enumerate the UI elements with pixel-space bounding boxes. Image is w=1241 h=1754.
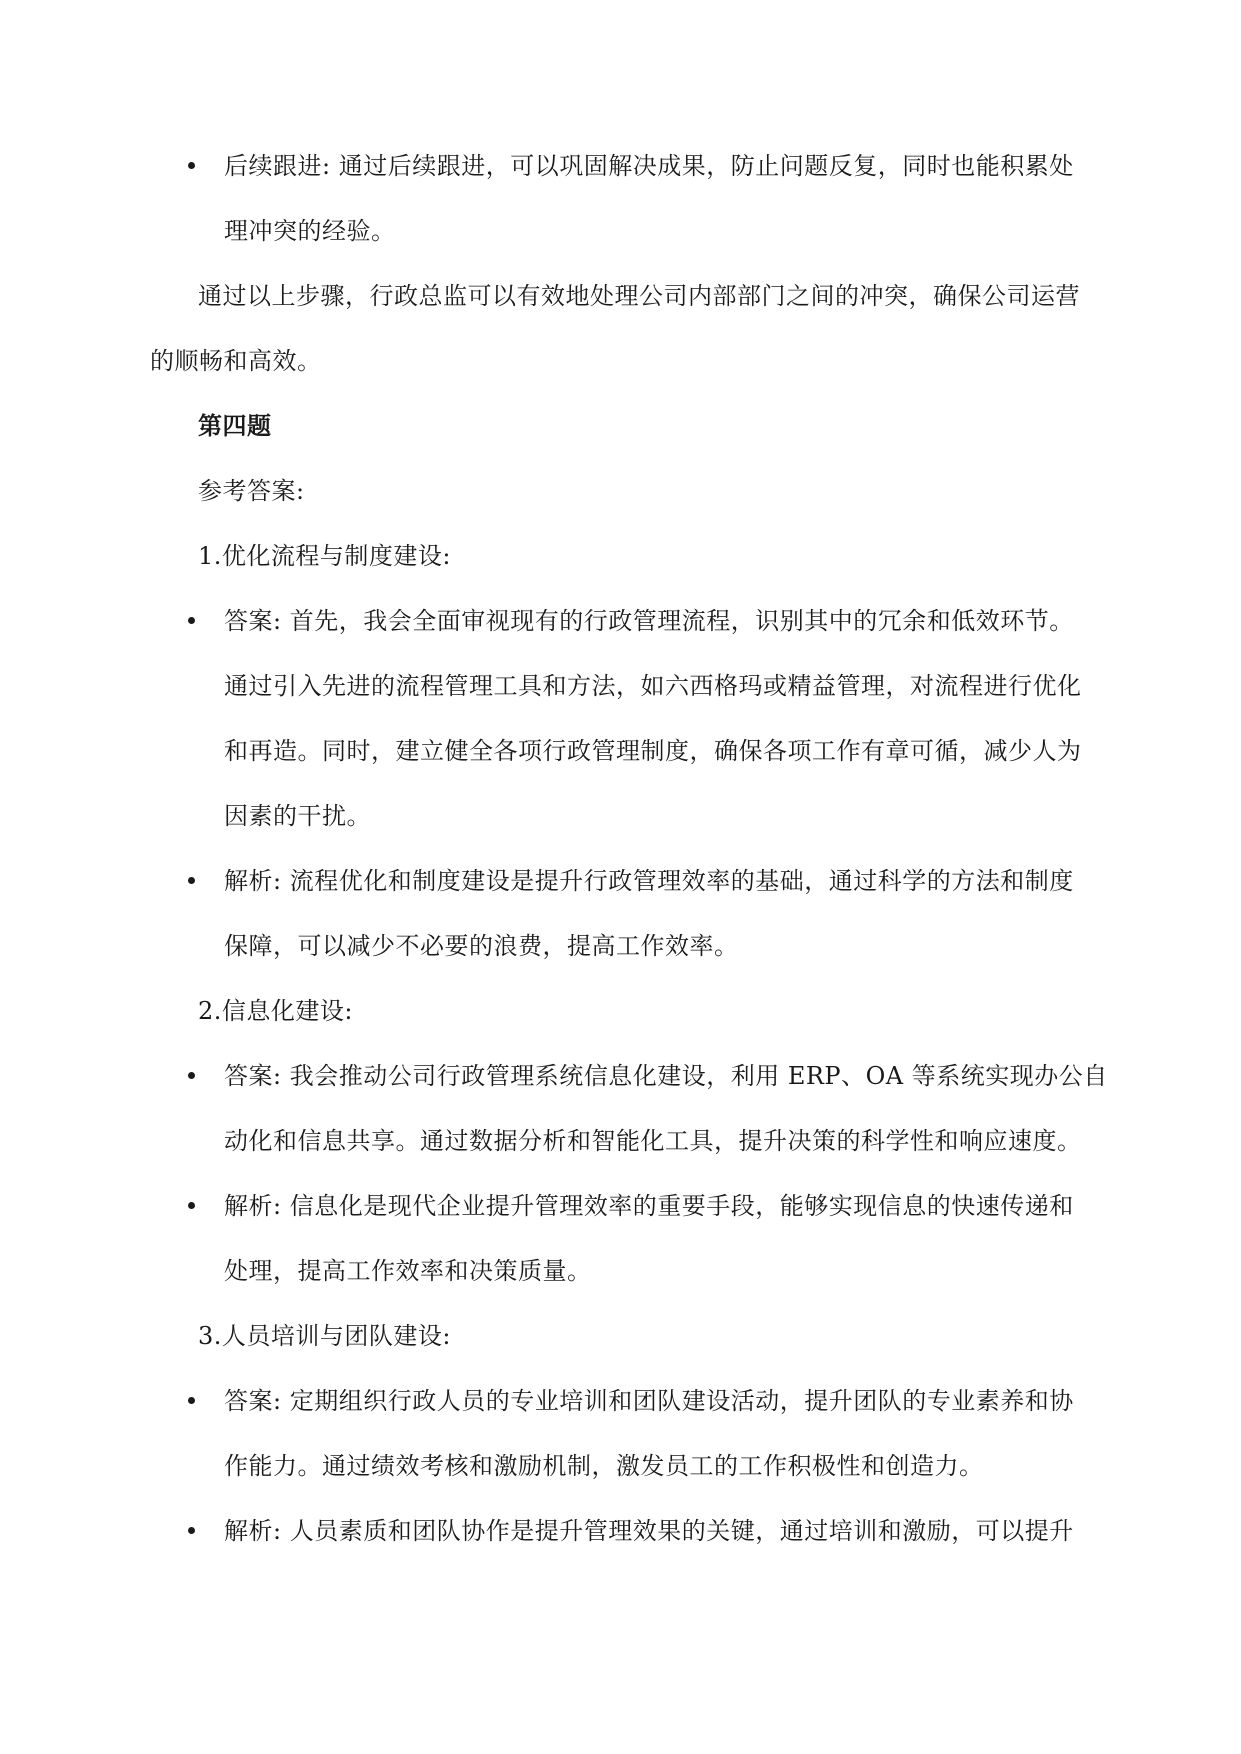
question-heading: 第四题 [198,412,272,440]
bullet-icon [188,617,195,624]
section1-analysis-line2: 保障，可以减少不必要的浪费，提高工作效率。 [224,932,739,960]
follow-up-bullet-line1: 后续跟进: 通过后续跟进，可以巩固解决成果，防止问题反复，同时也能积累处 [224,152,1074,180]
bullet-icon [188,1202,195,1209]
bullet-icon [188,1397,195,1404]
section2-answer-line1: 答案: 我会推动公司行政管理系统信息化建设，利用 ERP、OA 等系统实现办公自 [224,1062,1108,1090]
section1-answer-line1: 答案: 首先，我会全面审视现有的行政管理流程，识别其中的冗余和低效环节。 [224,607,1074,635]
section2-analysis-line2: 处理，提高工作效率和决策质量。 [224,1257,592,1285]
reference-answer-label: 参考答案: [198,477,305,505]
section3-title: 3.人员培训与团队建设: [198,1322,451,1350]
bullet-icon [188,1527,195,1534]
bullet-icon [188,877,195,884]
section2-answer-line2: 动化和信息共享。通过数据分析和智能化工具，提升决策的科学性和响应速度。 [224,1127,1082,1155]
section3-answer-line2: 作能力。通过绩效考核和激励机制，激发员工的工作积极性和创造力。 [224,1452,984,1480]
section1-answer-line3: 和再造。同时，建立健全各项行政管理制度，确保各项工作有章可循，减少人为 [224,737,1082,765]
section1-answer-line2: 通过引入先进的流程管理工具和方法，如六西格玛或精益管理，对流程进行优化 [224,672,1082,700]
summary-paragraph-line1: 通过以上步骤，行政总监可以有效地处理公司内部部门之间的冲突，确保公司运营 [198,282,1080,310]
section1-answer-line4: 因素的干扰。 [224,802,371,830]
section1-title: 1.优化流程与制度建设: [198,542,451,570]
section2-title: 2.信息化建设: [198,997,353,1025]
follow-up-bullet-line2: 理冲突的经验。 [224,217,396,245]
section1-analysis-line1: 解析: 流程优化和制度建设是提升行政管理效率的基础，通过科学的方法和制度 [224,867,1074,895]
section2-analysis-line1: 解析: 信息化是现代企业提升管理效率的重要手段，能够实现信息的快速传递和 [224,1192,1074,1220]
section3-analysis-line1: 解析: 人员素质和团队协作是提升管理效果的关键，通过培训和激励，可以提升 [224,1517,1074,1545]
bullet-icon [188,162,195,169]
section3-answer-line1: 答案: 定期组织行政人员的专业培训和团队建设活动，提升团队的专业素养和协 [224,1387,1074,1415]
summary-paragraph-line2: 的顺畅和高效。 [150,347,322,375]
bullet-icon [188,1072,195,1079]
